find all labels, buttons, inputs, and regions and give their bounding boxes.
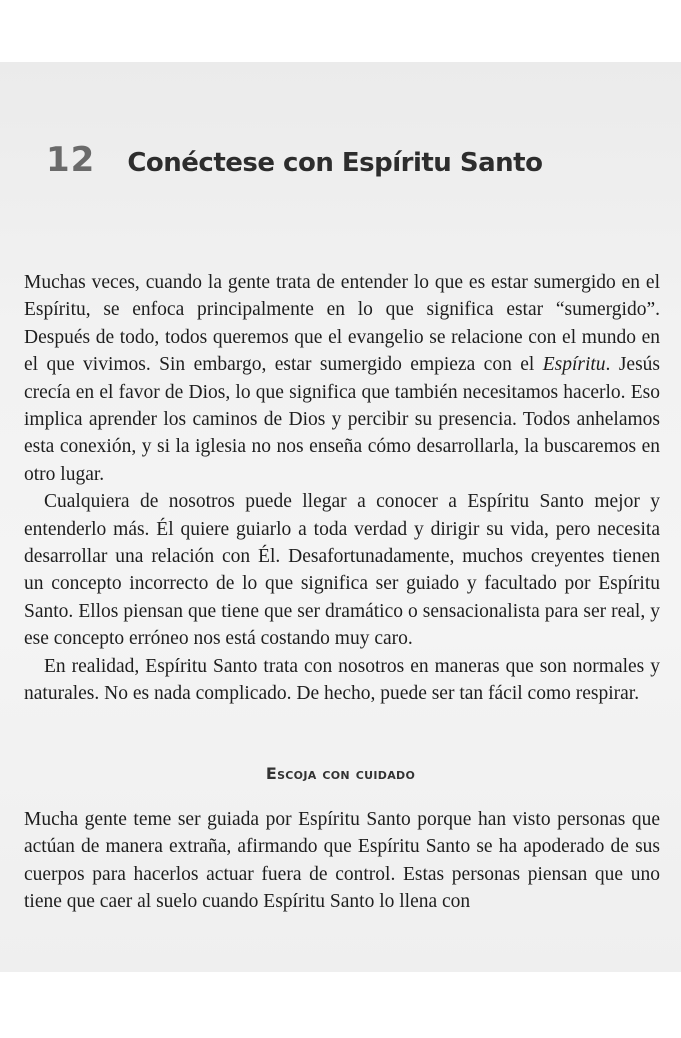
chapter-number: 12 [46,140,96,180]
body-text-top [24,269,660,708]
chapter-title: Conéctese con Espíritu Santo [127,148,543,178]
book-page [0,62,681,972]
section-heading: Escoja con cuidado [265,764,416,783]
paragraph-4: Mucha gente teme ser guiada por Espíritu Santo porque han visto personas que actúan de manera extraña, afirmando que Espíritu Santo se ha apoderado de sus cuerpos para hacerlos actuar fuera de control. Estas personas piensan que uno tiene que caer al suelo cuando Espíritu Santo lo llena con [24,809,660,913]
chapter-heading [46,140,543,180]
paragraph-3: En realidad, Espíritu Santo trata con nosotros en maneras que son normales y naturales. No es nada complicado. De hecho, puede ser tan fácil como respirar. [24,655,660,705]
italic-word: Espíritu [542,354,606,376]
paragraph-1: Muchas veces, cuando la gente trata de entender lo que es estar sumergido en el Espíritu, se enfoca principalmente en lo que significa estar “sumergido”. Después de todo, todos queremos que el evangelio se relacione con el mundo en el que vivimos. Sin embargo, estar sumergido empieza con el Espíritu. Jesús crecía en el favor de Dios, lo que significa que también necesitamos hacerlo. Eso implica aprender los caminos de Dios y percibir su presencia. Todos anhelamos esta conexión, y si la iglesia no nos enseña cómo desarrollarla, la buscaremos en otro lugar. [24,272,660,485]
body-text-bottom [24,806,660,916]
paragraph-2: Cualquiera de nosotros puede llegar a conocer a Espíritu Santo mejor y entenderlo más. Él quiere guiarlo a toda verdad y dirigir su vida, pero necesita desarrollar una relación con Él. Desafortunadamente, muchos creyentes tienen un concepto incorrecto de lo que significa ser guiado y facultado por Espíritu Santo. Ellos piensan que tiene que ser dramático o sensacionalista para ser real, y ese concepto erróneo nos está costando muy caro. [24,491,660,650]
